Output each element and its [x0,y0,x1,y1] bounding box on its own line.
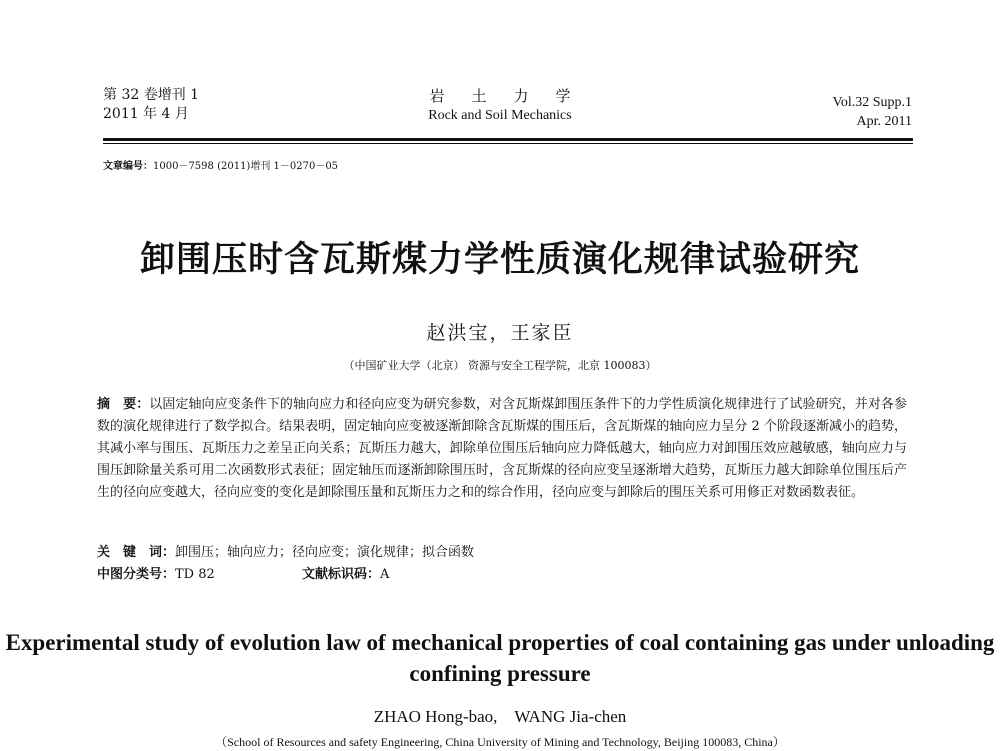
document-code-value: A [380,567,390,582]
volume-en: Vol.32 Supp.1 [832,95,912,110]
document-code [302,563,389,582]
keywords-text: 卸围压；轴向应力；径向应变；演化规律；拟合函数 [175,545,475,560]
clc-label: 中图分类号： [97,567,176,582]
date-en: Apr. 2011 [856,114,912,129]
header-right [833,93,912,131]
header-rule-thin [103,143,913,144]
title-en: Experimental study of evolution law of mechanical properties of coal containing gas under unloading confining pressure [5,630,995,686]
journal-name-en: Rock and Soil Mechanics [428,108,572,123]
volume-issue-cn: 第 32 卷增刊 1 [103,87,200,103]
header-rule-thick [103,138,913,141]
authors-cn: 赵洪宝，王家臣 [426,322,574,344]
abstract-text: 以固定轴向应变条件下的轴向应力和径向应变为研究参数，对含瓦斯煤卸围压条件下的力学性质演化规律进行了试验研究，并对各参数的演化规律进行了数学拟合。结果表明，固定轴向应变被逐渐卸除含瓦斯煤的围压后，含瓦斯煤的轴向应力呈分 2 个阶段逐渐减小的趋势，其减小率与围压、瓦斯压力之差呈正向关系；瓦斯压力越大，卸除单位围压后轴向应力降低越大，轴向应力对卸围压效应越敏感，轴向应力与围压卸除量关系可用二次函数形式表征；固定轴压而逐渐卸除围压时，含瓦斯煤的径向应变呈逐渐增大趋势，瓦斯压力越大卸除单位围压后产生的径向应变越大，径向应变的变化是卸除围压量和瓦斯压力之和的综合作用，径向应变与卸除后的围压关系可用修正对数函数表征。 [97,397,907,500]
affiliation-cn: （中国矿业大学（北京） 资源与安全工程学院，北京 100083） [343,359,657,372]
document-code-label: 文献标识码： [302,567,381,582]
affiliation-en: （School of Resources and safety Engineering, China University of Mining and Technology, Beijing 100083, China） [215,735,785,749]
title-cn: 卸围压时含瓦斯煤力学性质演化规律试验研究 [139,240,860,280]
authors-en: ZHAO Hong-bao, WANG Jia-chen [373,707,627,726]
article-number-value: 1000－7598 (2011)增刊 1－0270－05 [153,161,339,172]
article-number [103,157,338,172]
clc-value: TD 82 [175,567,215,582]
classification [97,563,390,582]
article-number-label: 文章编号： [103,161,153,172]
keywords [97,541,474,560]
journal-name-cn: 岩土力学 [429,87,598,105]
keywords-label: 关 键 词： [97,545,176,560]
abstract [97,394,907,504]
date-cn: 2011 年 4 月 [103,106,189,122]
abstract-label: 摘 要： [97,397,150,412]
